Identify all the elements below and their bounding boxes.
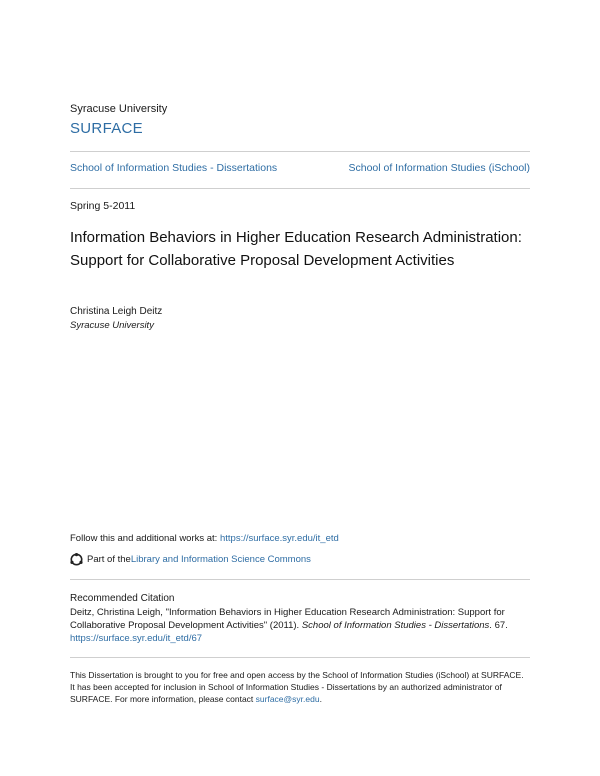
notice-text: This Dissertation is brought to you for free and open access by the School of Information Studies (iSchool) at SURFACE. It has been accepted for inclusion in School of Information Studies - Dissertations by an authorized administrator of SURFACE. For more information, please contact bbox=[70, 670, 524, 704]
contact-email-link[interactable]: surface@syr.edu bbox=[255, 694, 320, 704]
follow-prefix: Follow this and additional works at: bbox=[70, 533, 220, 544]
notice-end: . bbox=[319, 694, 322, 704]
document-title: Information Behaviors in Higher Education Research Administration: Support for Collaborative Proposal Development Activities bbox=[70, 229, 522, 269]
follow-url-link[interactable]: https://surface.syr.edu/it_etd bbox=[219, 533, 339, 544]
divider-collections bbox=[70, 188, 530, 189]
citation-number: . 67. bbox=[489, 620, 508, 631]
institution-name: Syracuse University bbox=[70, 103, 168, 115]
citation-source: School of Information Studies - Dissertations bbox=[301, 620, 490, 631]
author-affiliation: Syracuse University bbox=[70, 320, 154, 331]
collections-row bbox=[70, 162, 530, 174]
divider-top bbox=[70, 151, 530, 152]
commons-link[interactable]: Library and Information Science Commons bbox=[130, 554, 311, 565]
divider-notice bbox=[70, 657, 530, 658]
access-notice bbox=[70, 669, 530, 705]
author-name: Christina Leigh Deitz bbox=[70, 306, 163, 317]
commons-network-icon bbox=[70, 553, 83, 566]
follow-line bbox=[70, 533, 530, 544]
collection-link-ischool[interactable]: School of Information Studies (iSchool) bbox=[348, 162, 530, 174]
divider-citation bbox=[70, 579, 530, 580]
repository-link[interactable]: SURFACE bbox=[70, 120, 143, 137]
collection-link-dissertations[interactable]: School of Information Studies - Dissertations bbox=[70, 162, 278, 174]
citation-url-link[interactable]: https://surface.syr.edu/it_etd/67 bbox=[70, 633, 203, 644]
part-of-prefix: Part of the bbox=[87, 554, 131, 565]
citation-heading: Recommended Citation bbox=[70, 593, 175, 604]
part-of-line bbox=[70, 553, 530, 566]
citation-text: Deitz, Christina Leigh, "Information Behaviors in Higher Education Research Administration: Support for Collaborative Proposal Development Activities" (2011). bbox=[70, 607, 505, 631]
publication-date: Spring 5-2011 bbox=[70, 200, 136, 212]
citation-body bbox=[70, 606, 530, 645]
